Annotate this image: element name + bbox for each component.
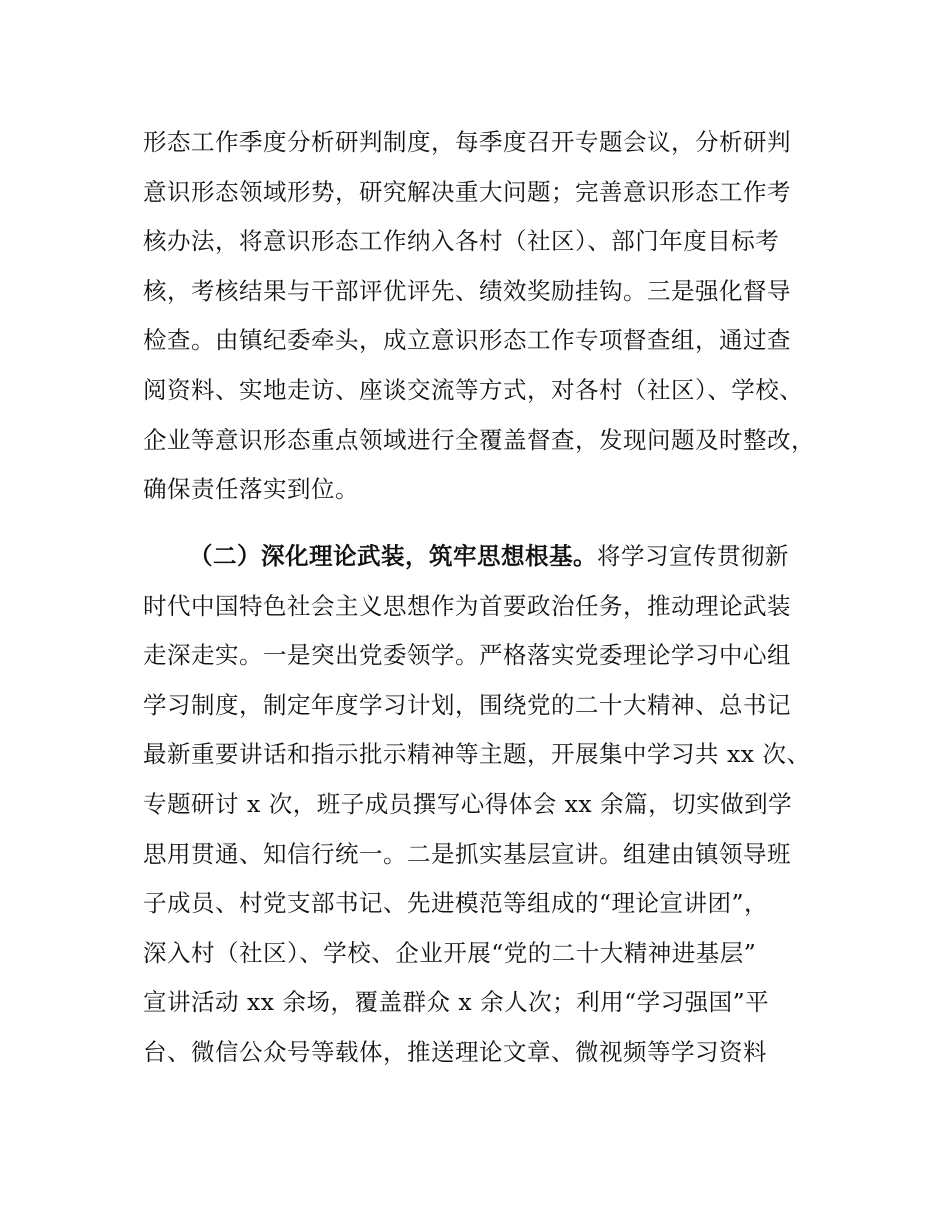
paragraph-line: 走深走实。一是突出党委领学。严格落实党委理论学习中心组: [143, 641, 791, 670]
paragraph-line: 核办法，将意识形态工作纳入各村（社区）、部门年度目标考: [143, 227, 780, 256]
paragraph-line: 最新重要讲话和指示批示精神等主题，开展集中学习共 xx 次、: [143, 740, 811, 769]
paragraph-line: 宣讲活动 xx 余场，覆盖群众 x 余人次；利用“学习强国”平: [143, 988, 770, 1017]
paragraph-line: 阅资料、实地走访、座谈交流等方式，对各村（社区）、学校、: [143, 375, 804, 404]
paragraph-line: 学习制度，制定年度学习计划，围绕党的二十大精神、总书记: [143, 690, 791, 719]
paragraph-line: 检查。由镇纪委牵头，成立意识形态工作专项督查组，通过查: [143, 326, 791, 355]
heading-continuation: 将学习宣传贯彻新: [597, 542, 789, 570]
paragraph-line: 形态工作季度分析研判制度，每季度召开专题会议，分析研判: [143, 128, 791, 156]
paragraph-line: 意识形态领域形势，研究解决重大问题；完善意识形态工作考: [143, 177, 791, 206]
paragraph-line: 深入村（社区）、学校、企业开展“党的二十大精神进基层”: [143, 938, 757, 967]
paragraph-line: 时代中国特色社会主义思想作为首要政治任务，推动理论武装: [143, 591, 791, 620]
paragraph-ideology-work: [143, 118, 833, 515]
paragraph-first-line: [143, 532, 833, 582]
paragraph-line: 确保责任落实到位。: [143, 475, 359, 504]
section-heading: （二）深化理论武装，筑牢思想根基。: [189, 542, 597, 570]
paragraph-line: 专题研讨 x 次，班子成员撰写心得体会 xx 余篇，切实做到学: [143, 789, 793, 818]
paragraph-line: 企业等意识形态重点领域进行全覆盖督查，发现问题及时整改，: [143, 425, 815, 454]
paragraph-line: 台、微信公众号等载体，推送理论文章、微视频等学习资料: [143, 1037, 767, 1066]
paragraph-line: 子成员、村党支部书记、先进模范等组成的“理论宣讲团”，: [143, 889, 769, 918]
paragraph-theory-study: [143, 532, 833, 1078]
paragraph-line: 核，考核结果与干部评优评先、绩效奖励挂钩。三是强化督导: [143, 276, 791, 305]
paragraph-line: 思用贯通、知信行统一。二是抓实基层宣讲。组建由镇领导班: [143, 839, 791, 868]
